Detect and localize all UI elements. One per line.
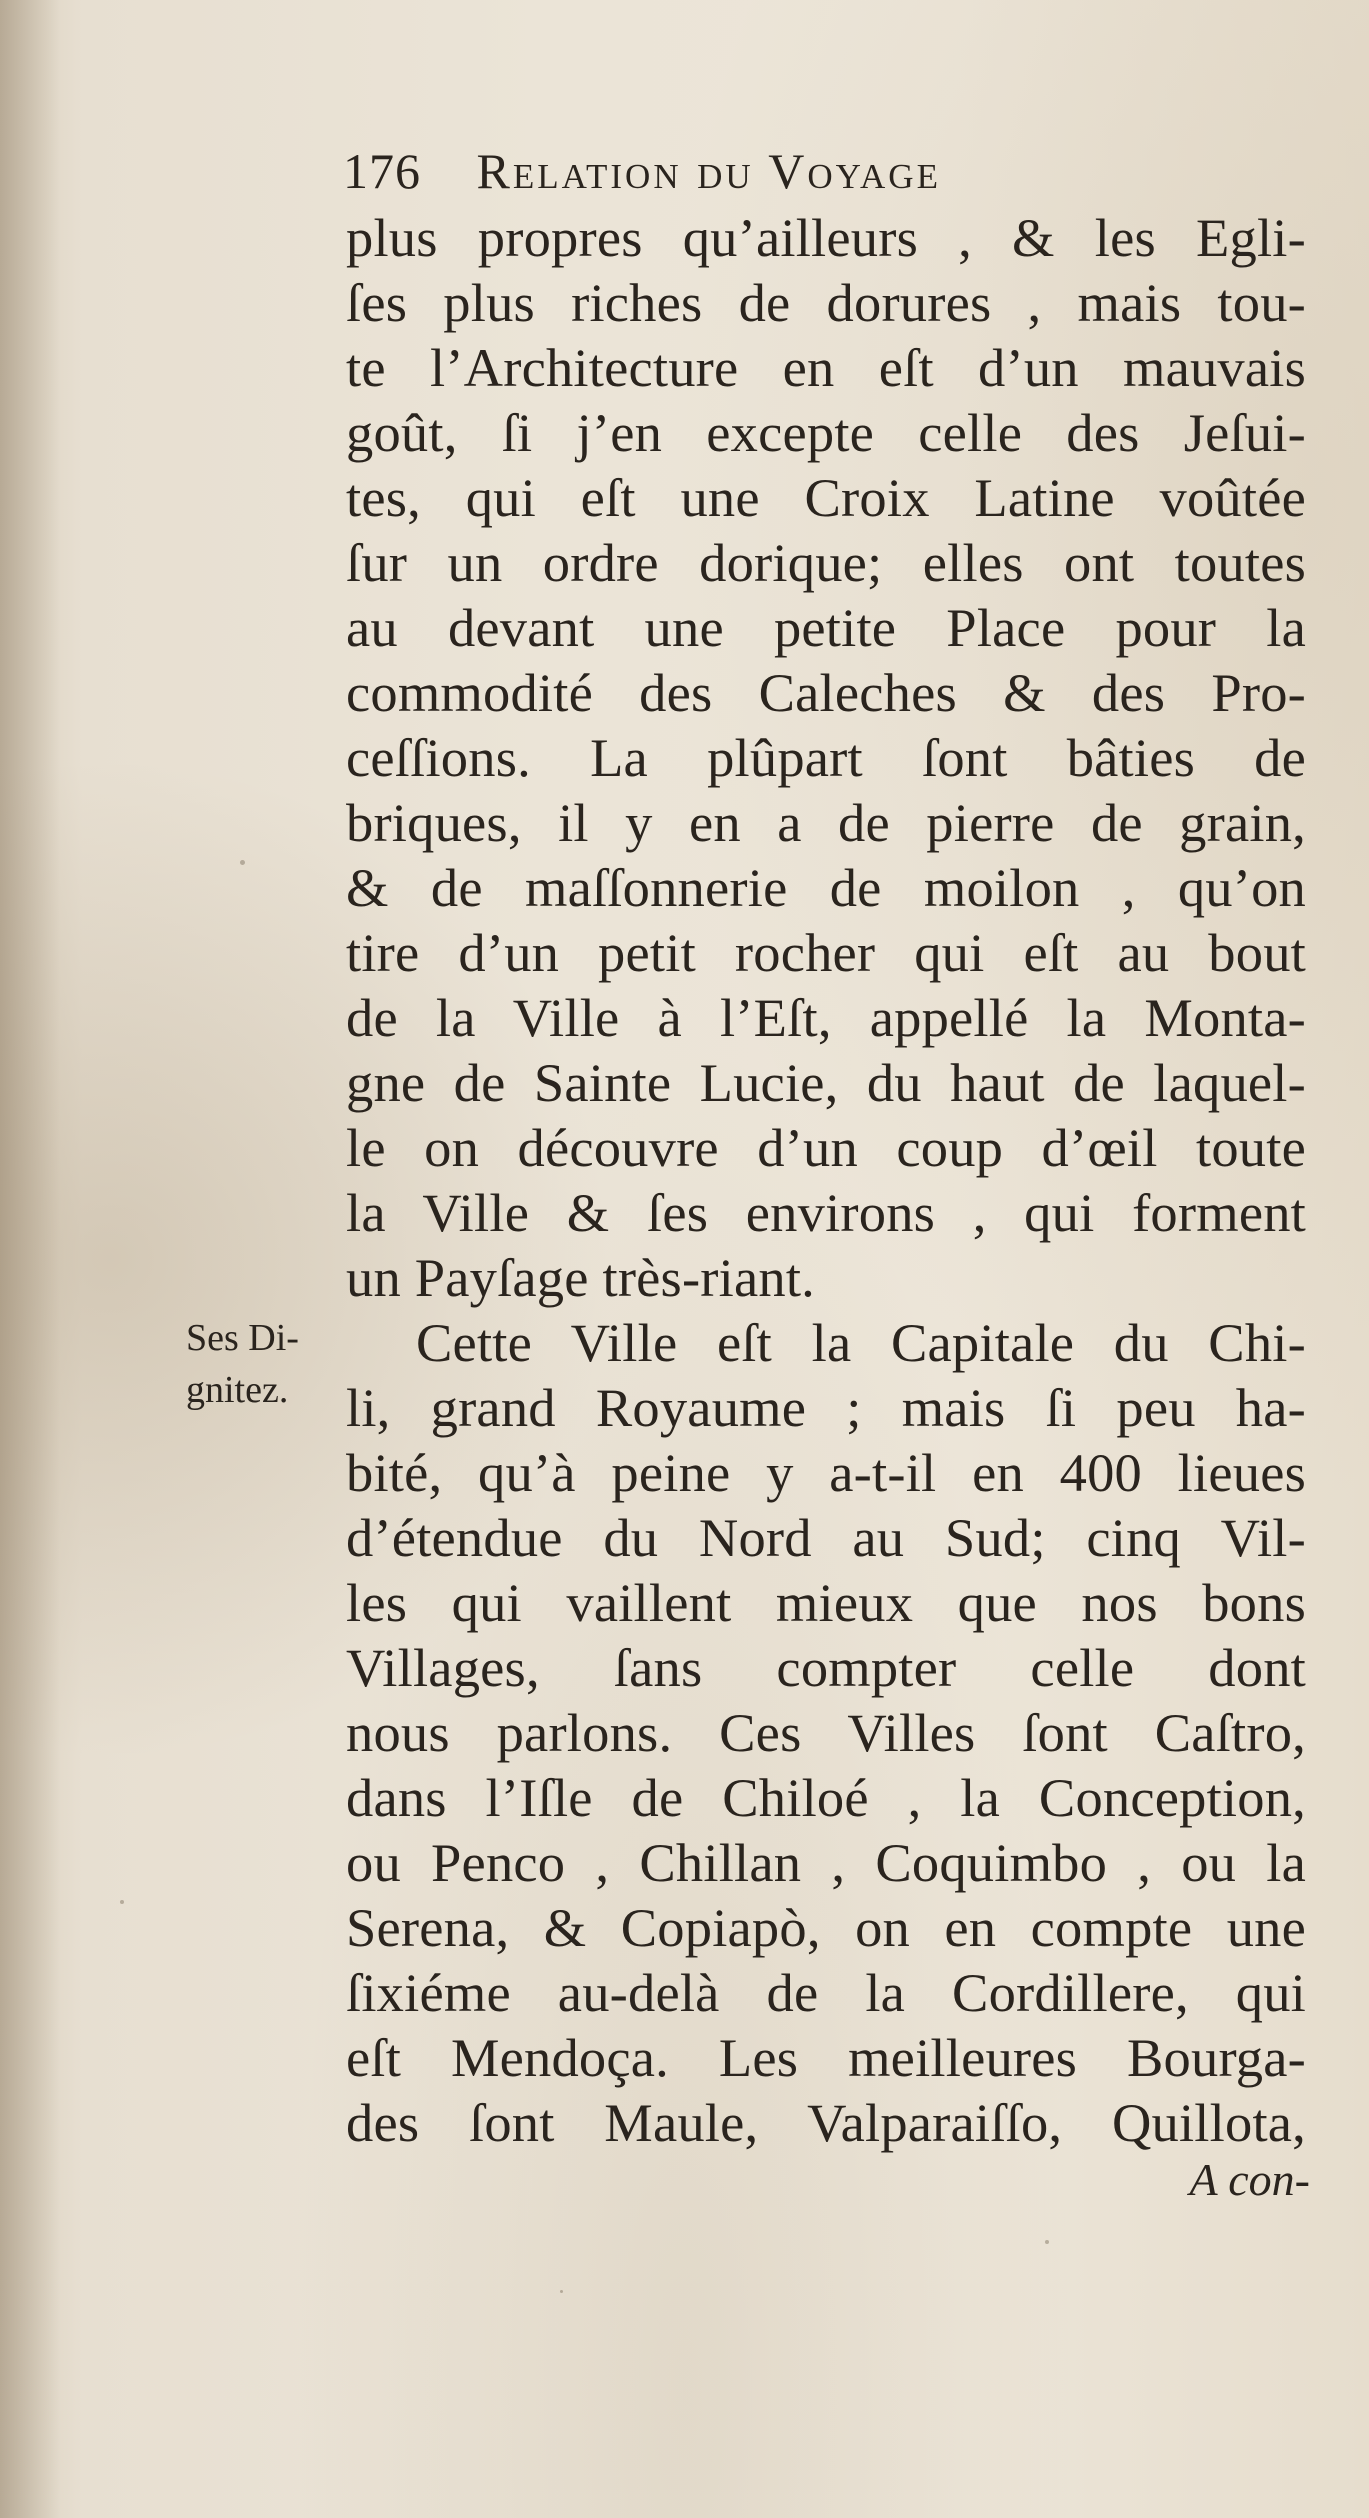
text-line: au devant une petite Place pour la — [346, 597, 1306, 658]
paper-speck — [120, 1900, 124, 1904]
running-head — [343, 140, 1223, 202]
page-number: 176 — [343, 143, 421, 199]
text-line: ſixiéme au-delà de la Cordillere, qui — [346, 1962, 1306, 2023]
text-line: plus propres qu’ailleurs , & les Egli- — [346, 207, 1306, 268]
text-line: nous parlons. Ces Villes ſont Caſtro, — [346, 1702, 1306, 1763]
text-line: tes, qui eſt une Croix Latine voûtée — [346, 467, 1306, 528]
text-line: d’étendue du Nord au Sud; cinq Vil- — [346, 1507, 1306, 1568]
text-line: ceſſions. La plûpart ſont bâties de — [346, 727, 1306, 788]
text-line: briques, il y en a de pierre de grain, — [346, 792, 1306, 853]
catchword: A con- — [1189, 2154, 1310, 2205]
paper-speck — [240, 860, 245, 865]
text-line: un Payſage très-riant. — [346, 1247, 816, 1308]
text-line: te l’Architecture en eſt d’un mauvais — [346, 337, 1306, 398]
text-line: Villages, ſans compter celle dont — [346, 1637, 1306, 1698]
text-line: eſt Mendoça. Les meilleures Bourga- — [346, 2027, 1306, 2088]
text-line: des ſont Maule, Valparaiſſo, Quillota, — [346, 2092, 1306, 2153]
text-line: tire d’un petit rocher qui eſt au bout — [346, 922, 1306, 983]
text-line: ſur un ordre dorique; elles ont toutes — [346, 532, 1306, 593]
text-line: les qui vaillent mieux que nos bons — [346, 1572, 1306, 1633]
text-line: le on découvre d’un coup d’œil toute — [346, 1117, 1306, 1178]
text-line: gne de Sainte Lucie, du haut de laquel- — [346, 1052, 1306, 1113]
text-line: li, grand Royaume ; mais ſi peu ha- — [346, 1377, 1306, 1438]
running-title: Relation du Voyage — [476, 143, 941, 199]
paper-speck — [1045, 2240, 1049, 2244]
text-line: commodité des Caleches & des Pro- — [346, 662, 1306, 723]
text-line: la Ville & ſes environs , qui forment — [346, 1182, 1306, 1243]
text-line: & de maſſonnerie de moilon , qu’on — [346, 857, 1306, 918]
text-line: bité, qu’à peine y a-t-il en 400 lieues — [346, 1442, 1306, 1503]
text-line: dans l’Iſle de Chiloé , la Conception, — [346, 1767, 1306, 1828]
text-line: Cette Ville eſt la Capitale du Chi- — [416, 1312, 1306, 1373]
marginal-note — [186, 1312, 331, 1416]
marginal-note-line: gnitez. — [186, 1369, 289, 1411]
text-line: ſes plus riches de dorures , mais tou- — [346, 272, 1306, 333]
gutter-shadow — [0, 0, 60, 2518]
text-line: goût, ſi j’en excepte celle des Jeſui- — [346, 402, 1306, 463]
marginal-note-line: Ses Di- — [186, 1317, 299, 1359]
text-line: de la Ville à l’Eſt, appellé la Monta- — [346, 987, 1306, 1048]
text-line: ou Penco , Chillan , Coquimbo , ou la — [346, 1832, 1306, 1893]
text-line: Serena, & Copiapò, on en compte une — [346, 1897, 1306, 1958]
body-text — [346, 205, 1306, 2155]
paper-speck — [560, 2290, 563, 2293]
